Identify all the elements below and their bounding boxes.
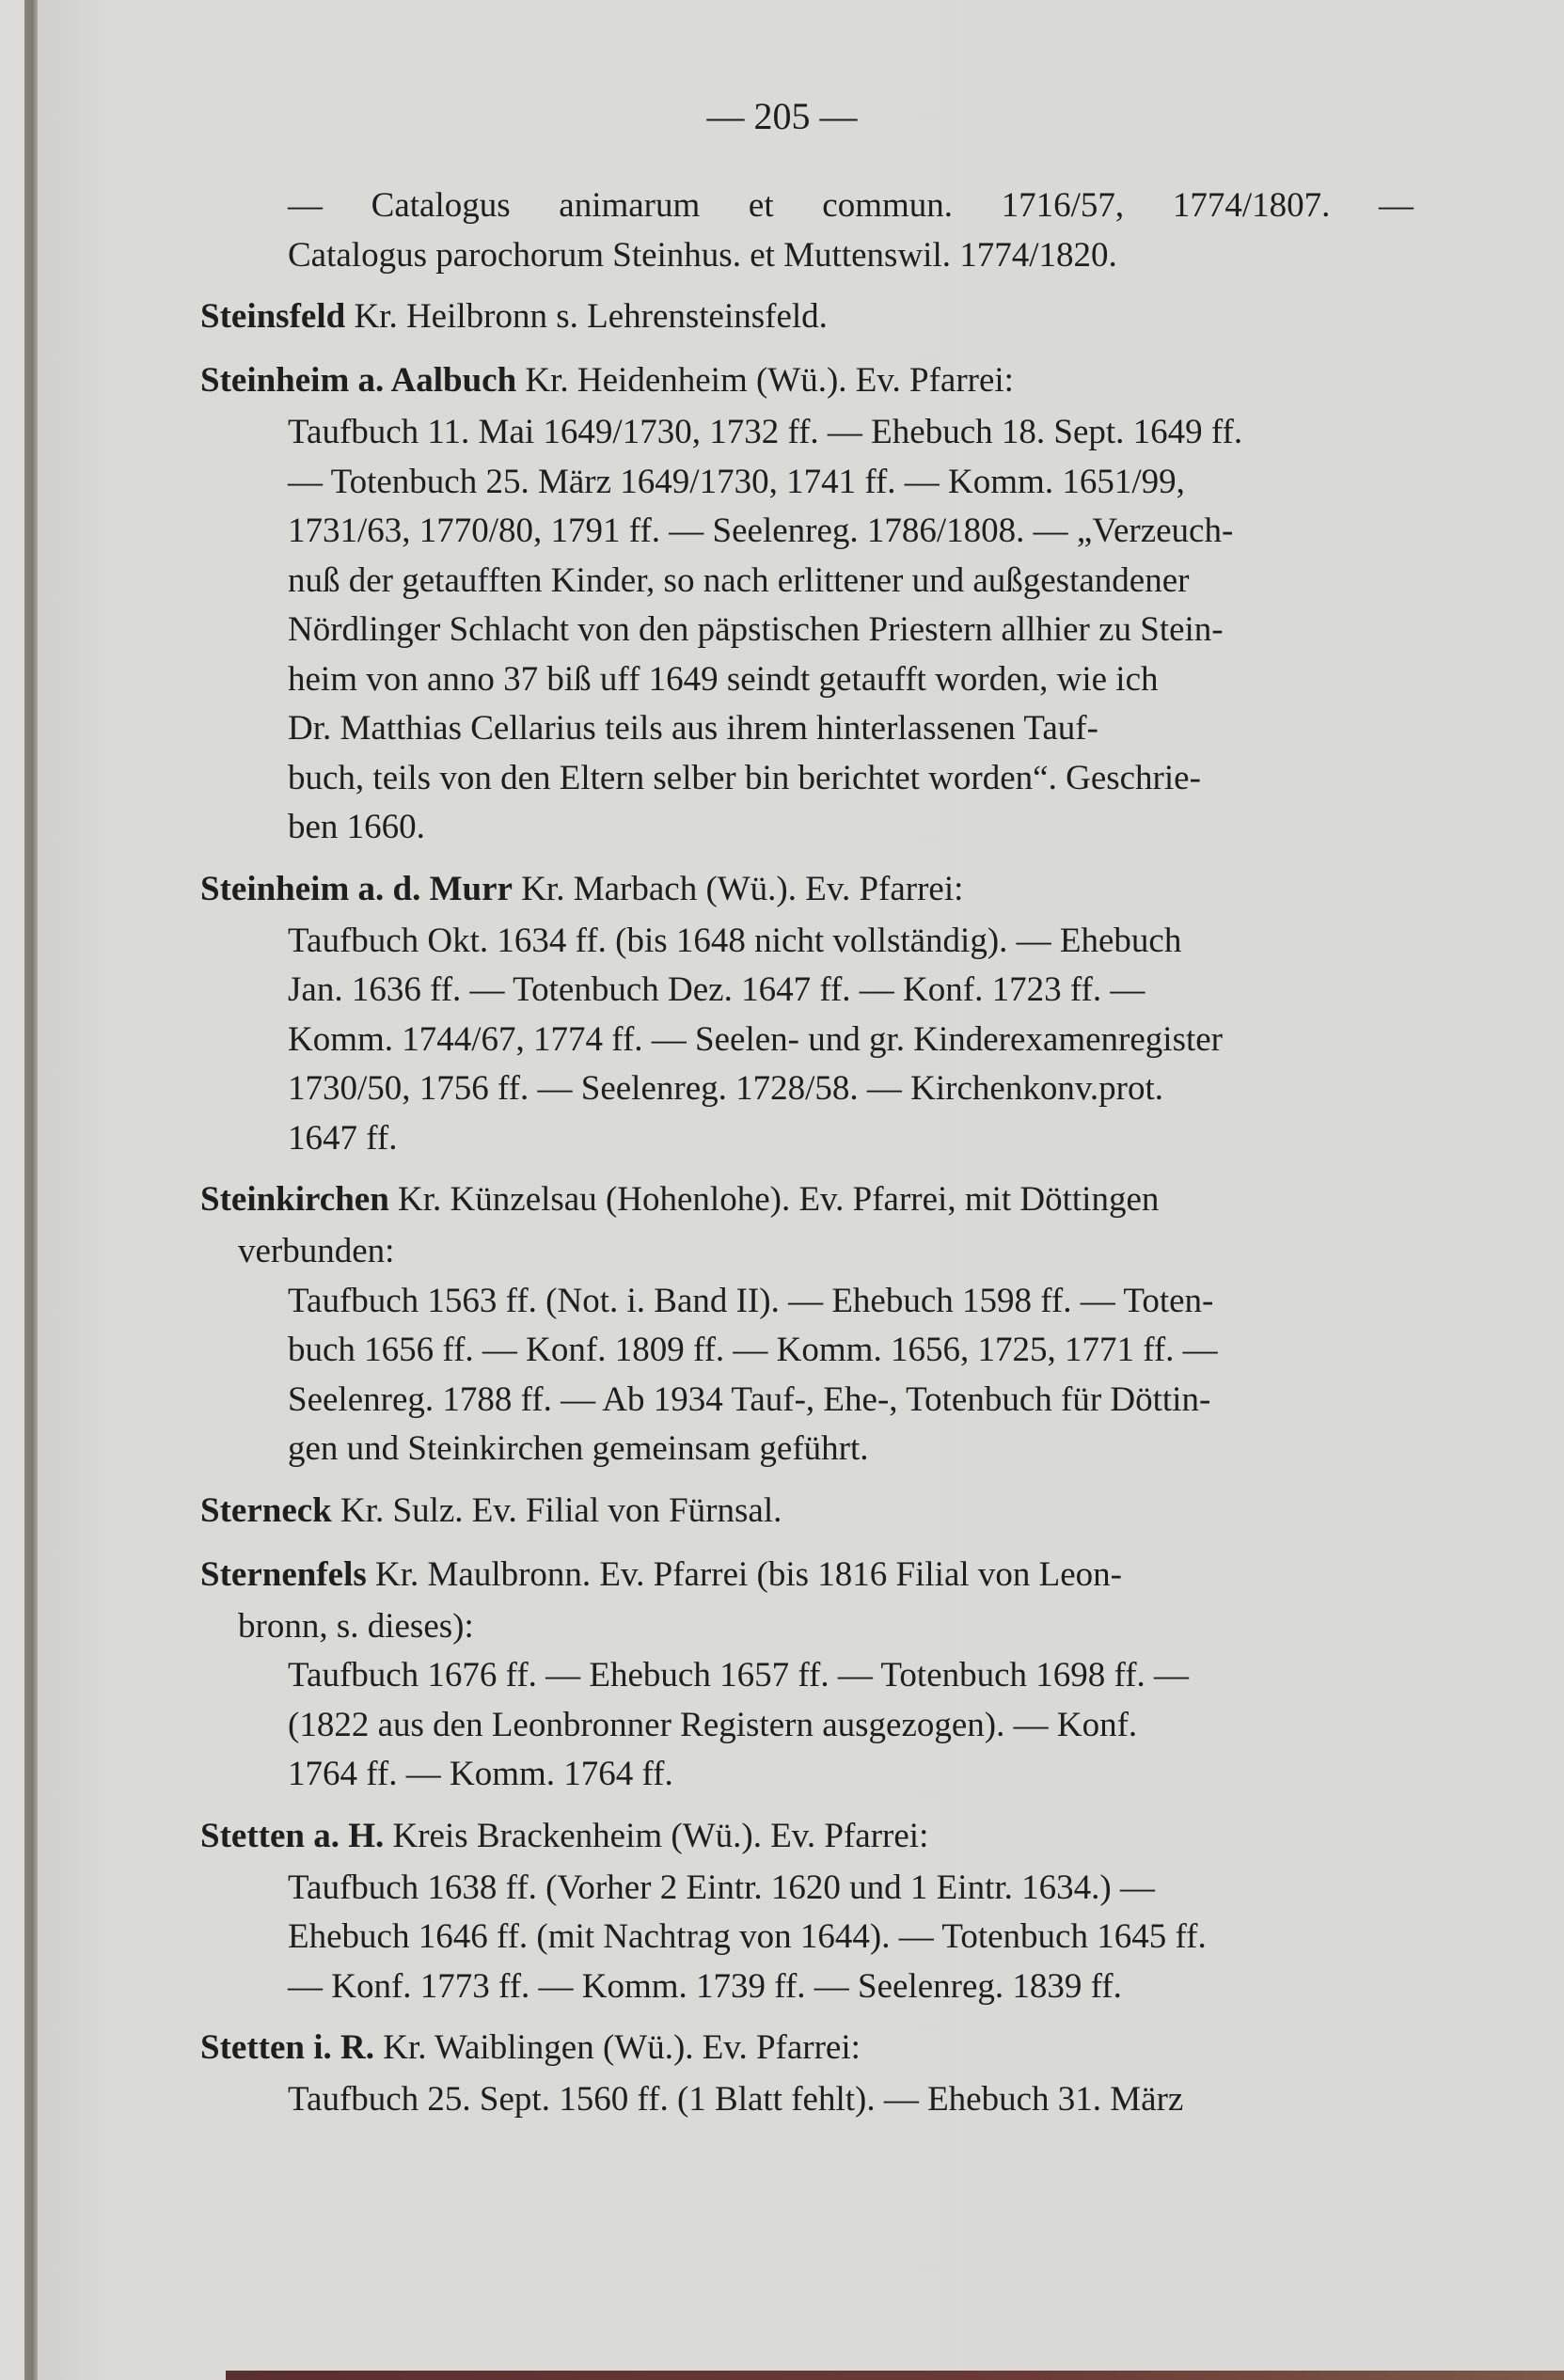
scan-margin	[0, 0, 24, 2380]
register-line: Taufbuch Okt. 1634 ff. (bis 1648 nicht vollständig). — Ehebuch	[288, 921, 1182, 960]
register-line: Taufbuch 11. Mai 1649/1730, 1732 ff. — Ehebuch 18. Sept. 1649 ff.	[288, 413, 1243, 451]
register-line: heim von anno 37 biß uff 1649 seindt getaufft worden, wie ich	[288, 659, 1159, 699]
register-line: — Konf. 1773 ff. — Komm. 1739 ff. — Seelenreg. 1839 ff.	[288, 1966, 1122, 2006]
register-line: Komm. 1744/67, 1774 ff. — Seelen- und gr. Kinderexamenregister	[288, 1019, 1223, 1059]
register-line: 1647 ff.	[288, 1118, 398, 1158]
entry-heading	[200, 290, 1414, 344]
entry-heading	[200, 2021, 1414, 2075]
gazetteer-entry	[200, 862, 1414, 1164]
place-description: Kr. Waiblingen (Wü.). Ev. Pfarrei:	[373, 2028, 861, 2067]
place-name: Stetten a. H.	[200, 1816, 385, 1855]
place-name: Stetten i. R.	[200, 2028, 374, 2067]
gazetteer-entry	[200, 290, 1414, 344]
register-line: Jan. 1636 ff. — Totenbuch Dez. 1647 ff. — Konf. 1723 ff. —	[288, 970, 1145, 1009]
register-line: — Totenbuch 25. März 1649/1730, 1741 ff. — Komm. 1651/99,	[288, 462, 1185, 501]
page-content	[200, 181, 1414, 2125]
entry-heading-continuation: bronn, s. dieses):	[238, 1606, 474, 1646]
entry-heading	[200, 1173, 1414, 1227]
book-binding-edge	[24, 0, 38, 2380]
entry-heading-continuation: verbunden:	[238, 1232, 395, 1270]
gazetteer-entry	[200, 1548, 1414, 1800]
book-cover-edge	[226, 2371, 1564, 2380]
register-line: Taufbuch 25. Sept. 1560 ff. (1 Blatt fehlt). — Ehebuch 31. März	[288, 2080, 1184, 2119]
entry-heading	[200, 1809, 1414, 1864]
register-line: gen und Steinkirchen gemeinsam geführt.	[288, 1429, 869, 1468]
place-description: Kr. Heidenheim (Wü.). Ev. Pfarrei:	[516, 361, 1014, 400]
place-name: Steinkirchen	[200, 1180, 389, 1219]
intro-line: Catalogus parochorum Steinhus. et Muttenswil. 1774/1820.	[288, 235, 1117, 275]
place-name: Sternenfels	[200, 1554, 367, 1594]
entry-heading	[200, 1548, 1414, 1602]
place-description: Kr. Sulz. Ev. Filial von Fürnsal.	[331, 1490, 782, 1530]
register-line: Taufbuch 1676 ff. — Ehebuch 1657 ff. — Totenbuch 1698 ff. —	[288, 1656, 1190, 1694]
register-line: nuß der getaufften Kinder, so nach erlittener und außgestandener	[288, 560, 1190, 600]
place-description: Kr. Heilbronn s. Lehrensteinsfeld.	[345, 297, 828, 336]
gazetteer-entry	[200, 1809, 1414, 2012]
register-line: Seelenreg. 1788 ff. — Ab 1934 Tauf-, Ehe-, Totenbuch für Döttin-	[288, 1379, 1211, 1419]
register-line: ben 1660.	[288, 808, 425, 846]
entry-heading	[200, 354, 1414, 408]
intro-line: — Catalogus animarum et commun. 1716/57, 1774/1807. —	[288, 186, 1414, 225]
place-description: Kr. Maulbronn. Ev. Pfarrei (bis 1816 Filial von Leon-	[366, 1554, 1123, 1594]
register-line: buch 1656 ff. — Konf. 1809 ff. — Komm. 1656, 1725, 1771 ff. —	[288, 1331, 1218, 1369]
gazetteer-entry	[200, 2021, 1414, 2125]
register-line: Taufbuch 1563 ff. (Not. i. Band II). — Ehebuch 1598 ff. — Toten-	[288, 1281, 1214, 1320]
register-line: 1731/63, 1770/80, 1791 ff. — Seelenreg. 1786/1808. — „Verzeuch-	[288, 512, 1234, 550]
place-name: Steinsfeld	[200, 297, 346, 336]
register-line: Nördlinger Schlacht von den päpstischen Priestern allhier zu Stein-	[288, 610, 1224, 649]
register-line: Dr. Matthias Cellarius teils aus ihrem hinterlassenen Tauf-	[288, 709, 1098, 748]
place-name: Steinheim a. Aalbuch	[200, 361, 517, 400]
gazetteer-entry	[200, 1173, 1414, 1474]
place-description: Kr. Künzelsau (Hohenlohe). Ev. Pfarrei, mit Döttingen	[388, 1180, 1160, 1219]
entry-heading	[200, 1484, 1414, 1538]
place-description: Kreis Brackenheim (Wü.). Ev. Pfarrei:	[384, 1816, 929, 1855]
place-description: Kr. Marbach (Wü.). Ev. Pfarrei:	[512, 869, 964, 908]
register-line: 1730/50, 1756 ff. — Seelenreg. 1728/58. — Kirchenkonv.prot.	[288, 1069, 1164, 1108]
place-name: Sterneck	[200, 1490, 332, 1530]
register-line: Ehebuch 1646 ff. (mit Nachtrag von 1644). — Totenbuch 1645 ff.	[288, 1917, 1207, 1956]
register-line: 1764 ff. — Komm. 1764 ff.	[288, 1755, 673, 1793]
gazetteer-entries	[200, 290, 1414, 2125]
place-name: Steinheim a. d. Murr	[200, 869, 513, 908]
register-line: Taufbuch 1638 ff. (Vorher 2 Eintr. 1620 und 1 Eintr. 1634.) —	[288, 1868, 1155, 1907]
entry-heading	[200, 862, 1414, 917]
page-number: — 205 —	[706, 95, 858, 137]
register-line: buch, teils von den Eltern selber bin berichtet worden“. Geschrie-	[288, 758, 1201, 797]
register-line: (1822 aus den Leonbronner Registern ausgezogen). — Konf.	[288, 1705, 1138, 1744]
gazetteer-entry	[200, 354, 1414, 853]
gazetteer-entry	[200, 1484, 1414, 1538]
